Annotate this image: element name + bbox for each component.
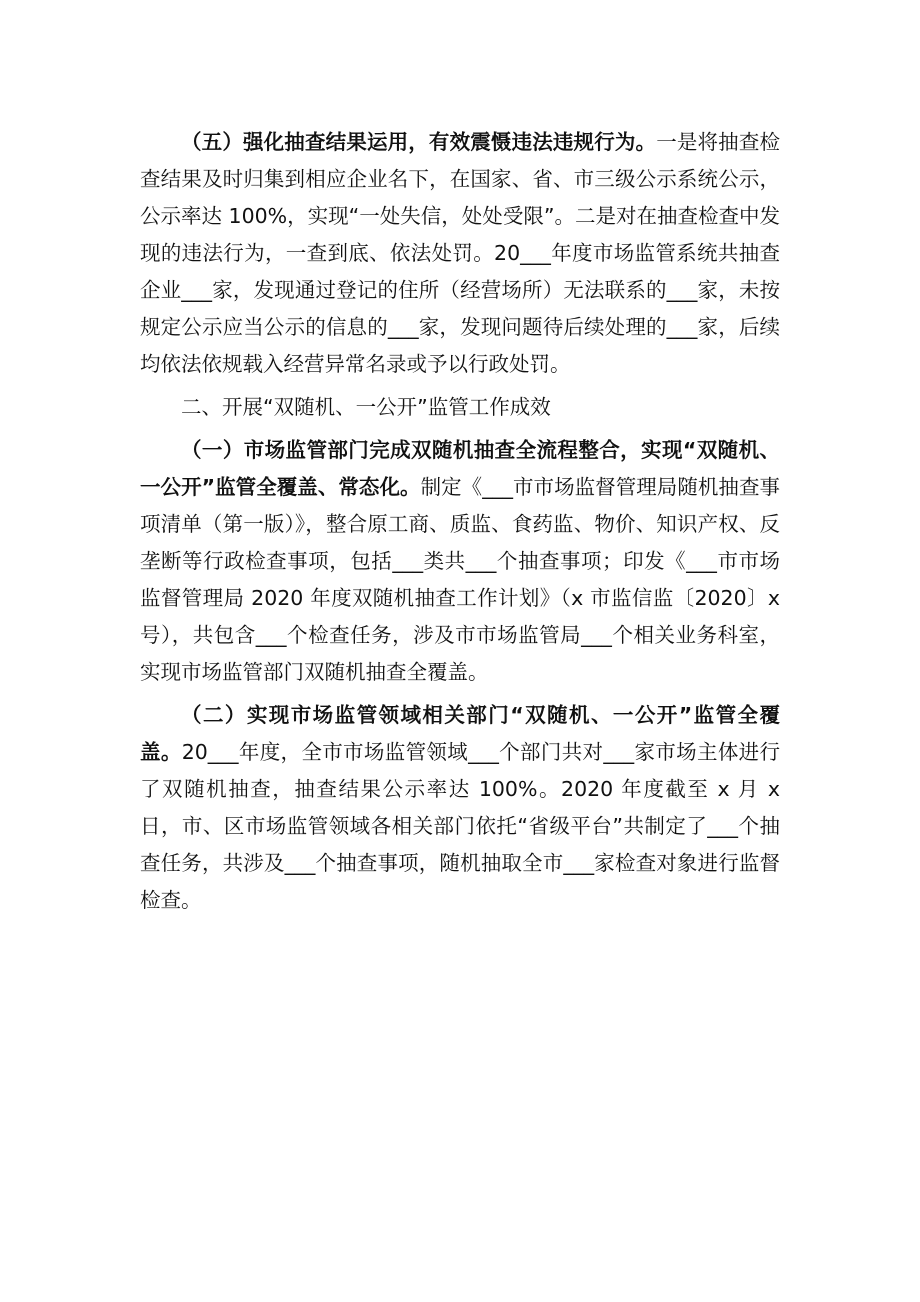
paragraph-section-5: [140, 124, 780, 383]
paragraph-heading: （一）市场监管部门完成双随机抽查全流程整合，实现“双随机、一公开”监管全覆盖、常态化。: [140, 438, 780, 499]
paragraph-heading: （二）实现市场监管领域相关部门“双随机、一公开”监管全覆盖。: [140, 703, 780, 764]
paragraph-text: 制定《___市市场监督管理局随机抽查事项清单（第一版）》，整合原工商、质监、食药监、物价、知识产权、反垄断等行政检查事项，包括___类共___个抽查事项；印发《___市市场监督管理局 2020 年度双随机抽查工作计划》（x 市监信监〔2020〕x 号），共包含___个检查任务，涉及市市场监管局___个相关业务科室，实现市场监管部门双随机抽查全覆盖。: [140, 475, 781, 684]
paragraph-subsection-1: [140, 432, 780, 691]
paragraph-text: 20___年度，全市市场监管领域___个部门共对___家市场主体进行了双随机抽查，抽查结果公示率达 100%。2020 年度截至 x 月 x 日，市、区市场监管领域各相关部门依托“省级平台”共制定了___个抽查任务，共涉及___个抽查事项，随机抽取全市___家检查对象进行监督检查。: [140, 740, 780, 912]
section-heading-text: 二、开展“双随机、一公开”监管工作成效: [181, 395, 551, 419]
section-heading-2: [140, 389, 780, 426]
document-body: [140, 124, 780, 919]
paragraph-subsection-2: [140, 697, 780, 919]
paragraph-text: 一是将抽查检查结果及时归集到相应企业名下，在国家、省、市三级公示系统公示，公示率达 100%，实现“一处失信，处处受限”。二是对在抽查检查中发现的违法行为，一查到底、依法处罚。20___年度市场监管系统共抽查企业___家，发现通过登记的住所（经营场所）无法联系的___家，未按规定公示应当公示的信息的___家，发现问题待后续处理的___家，后续均依法依规载入经营异常名录或予以行政处罚。: [140, 130, 781, 376]
paragraph-heading: （五）强化抽查结果运用，有效震慑违法违规行为。: [181, 130, 657, 154]
